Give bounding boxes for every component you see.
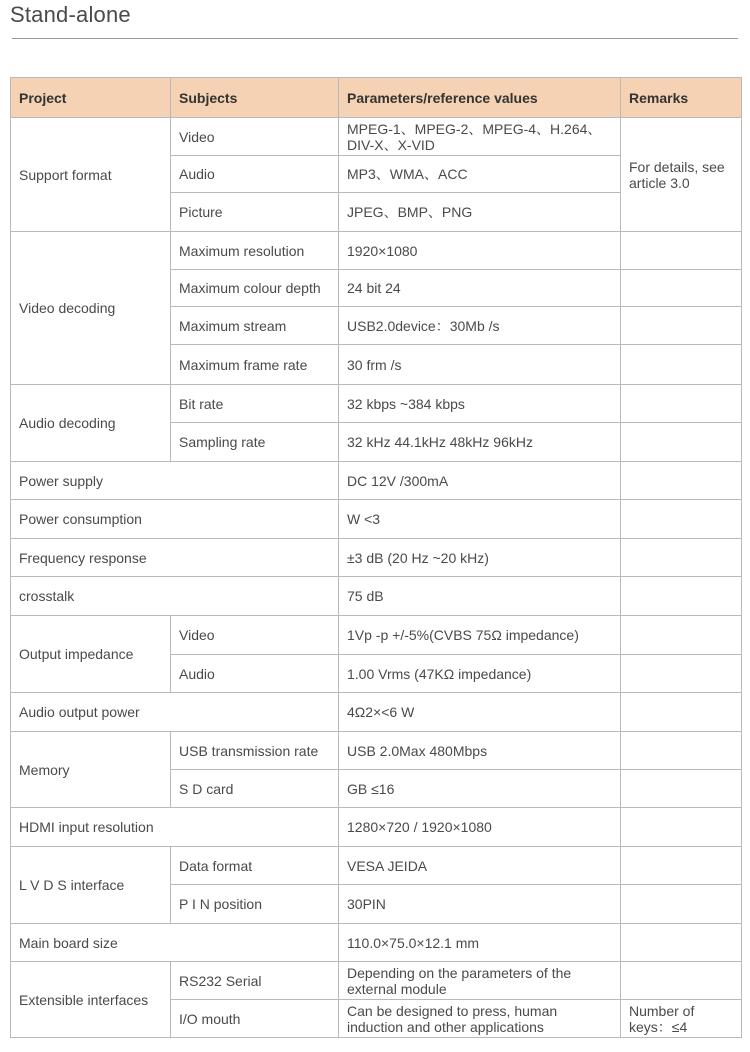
table-row bbox=[11, 732, 742, 770]
table-row bbox=[11, 118, 742, 156]
value-cell: 30PIN bbox=[339, 885, 621, 924]
remark-cell: Number of keys：≤4 bbox=[621, 1000, 742, 1038]
value-cell: JPEG、BMP、PNG bbox=[339, 193, 621, 232]
value-cell: GB ≤16 bbox=[339, 770, 621, 808]
value-cell: 110.0×75.0×12.1 mm bbox=[339, 924, 621, 962]
value-cell: DC 12V /300mA bbox=[339, 462, 621, 500]
table-row bbox=[11, 385, 742, 423]
page-title: Stand-alone bbox=[10, 2, 131, 27]
project-cell: Memory bbox=[11, 732, 171, 808]
remark-cell bbox=[621, 500, 742, 539]
subject-cell: USB transmission rate bbox=[171, 732, 339, 770]
subject-cell: Audio bbox=[171, 655, 339, 693]
remark-cell: For details, see article 3.0 bbox=[621, 118, 742, 232]
project-cell: Power supply bbox=[11, 462, 339, 500]
value-cell: 4Ω2×<6 W bbox=[339, 693, 621, 732]
subject-cell: Data format bbox=[171, 847, 339, 885]
remark-cell bbox=[621, 539, 742, 577]
subject-cell: P I N position bbox=[171, 885, 339, 924]
remark-cell bbox=[621, 732, 742, 770]
remark-cell bbox=[621, 655, 742, 693]
value-cell: W <3 bbox=[339, 500, 621, 539]
value-cell: 75 dB bbox=[339, 577, 621, 616]
value-cell: 1Vp -p +/-5%(CVBS 75Ω impedance) bbox=[339, 616, 621, 655]
project-cell: HDMI input resolution bbox=[11, 808, 339, 847]
value-cell: Depending on the parameters of the external module bbox=[339, 962, 621, 1000]
value-cell: VESA JEIDA bbox=[339, 847, 621, 885]
remark-cell bbox=[621, 962, 742, 1000]
project-cell: L V D S interface bbox=[11, 847, 171, 924]
subject-cell: I/O mouth bbox=[171, 1000, 339, 1038]
subject-cell: Audio bbox=[171, 156, 339, 193]
subject-cell: Sampling rate bbox=[171, 423, 339, 462]
table-row bbox=[11, 577, 742, 616]
remark-cell bbox=[621, 345, 742, 385]
project-cell: Audio output power bbox=[11, 693, 339, 732]
value-cell: 1.00 Vrms (47KΩ impedance) bbox=[339, 655, 621, 693]
value-cell: Can be designed to press, human induction and other applications bbox=[339, 1000, 621, 1038]
project-cell: Video decoding bbox=[11, 232, 171, 385]
remark-cell bbox=[621, 924, 742, 962]
remark-cell bbox=[621, 808, 742, 847]
remark-cell bbox=[621, 577, 742, 616]
subject-cell: Maximum resolution bbox=[171, 232, 339, 270]
header-project: Project bbox=[11, 78, 171, 118]
header-remarks: Remarks bbox=[621, 78, 742, 118]
project-cell: Power consumption bbox=[11, 500, 339, 539]
remark-cell bbox=[621, 885, 742, 924]
table-row bbox=[11, 847, 742, 885]
subject-cell: S D card bbox=[171, 770, 339, 808]
header-parameters: Parameters/reference values bbox=[339, 78, 621, 118]
table-row bbox=[11, 693, 742, 732]
project-cell: Extensible interfaces bbox=[11, 962, 171, 1038]
project-cell: Frequency response bbox=[11, 539, 339, 577]
remark-cell bbox=[621, 616, 742, 655]
subject-cell: Bit rate bbox=[171, 385, 339, 423]
table-row bbox=[11, 616, 742, 655]
project-cell: Audio decoding bbox=[11, 385, 171, 462]
table-row bbox=[11, 500, 742, 539]
table-row bbox=[11, 232, 742, 270]
project-cell: crosstalk bbox=[11, 577, 339, 616]
table-row bbox=[11, 924, 742, 962]
remark-cell bbox=[621, 693, 742, 732]
table-row bbox=[11, 962, 742, 1000]
subject-cell: Video bbox=[171, 616, 339, 655]
header-subjects: Subjects bbox=[171, 78, 339, 118]
remark-cell bbox=[621, 307, 742, 345]
remark-cell bbox=[621, 770, 742, 808]
table-row bbox=[11, 808, 742, 847]
subject-cell: Maximum stream bbox=[171, 307, 339, 345]
remark-cell bbox=[621, 232, 742, 270]
subject-cell: RS232 Serial bbox=[171, 962, 339, 1000]
subject-cell: Video bbox=[171, 118, 339, 156]
remark-cell bbox=[621, 462, 742, 500]
value-cell: ±3 dB (20 Hz ~20 kHz) bbox=[339, 539, 621, 577]
value-cell: USB2.0device：30Mb /s bbox=[339, 307, 621, 345]
subject-cell: Maximum frame rate bbox=[171, 345, 339, 385]
spec-table bbox=[10, 77, 742, 1038]
table-header-row bbox=[11, 78, 742, 118]
value-cell: MPEG-1、MPEG-2、MPEG-4、H.264、DIV-X、X-VID bbox=[339, 118, 621, 156]
value-cell: 32 kHz 44.1kHz 48kHz 96kHz bbox=[339, 423, 621, 462]
remark-cell bbox=[621, 270, 742, 307]
value-cell: 1920×1080 bbox=[339, 232, 621, 270]
subject-cell: Maximum colour depth bbox=[171, 270, 339, 307]
project-cell: Support format bbox=[11, 118, 171, 232]
value-cell: 24 bit 24 bbox=[339, 270, 621, 307]
remark-cell bbox=[621, 423, 742, 462]
title-divider bbox=[12, 38, 738, 39]
remark-cell bbox=[621, 385, 742, 423]
table-row bbox=[11, 462, 742, 500]
value-cell: MP3、WMA、ACC bbox=[339, 156, 621, 193]
project-cell: Output impedance bbox=[11, 616, 171, 693]
subject-cell: Picture bbox=[171, 193, 339, 232]
value-cell: USB 2.0Max 480Mbps bbox=[339, 732, 621, 770]
value-cell: 1280×720 / 1920×1080 bbox=[339, 808, 621, 847]
value-cell: 32 kbps ~384 kbps bbox=[339, 385, 621, 423]
project-cell: Main board size bbox=[11, 924, 339, 962]
table-row bbox=[11, 539, 742, 577]
value-cell: 30 frm /s bbox=[339, 345, 621, 385]
remark-cell bbox=[621, 847, 742, 885]
